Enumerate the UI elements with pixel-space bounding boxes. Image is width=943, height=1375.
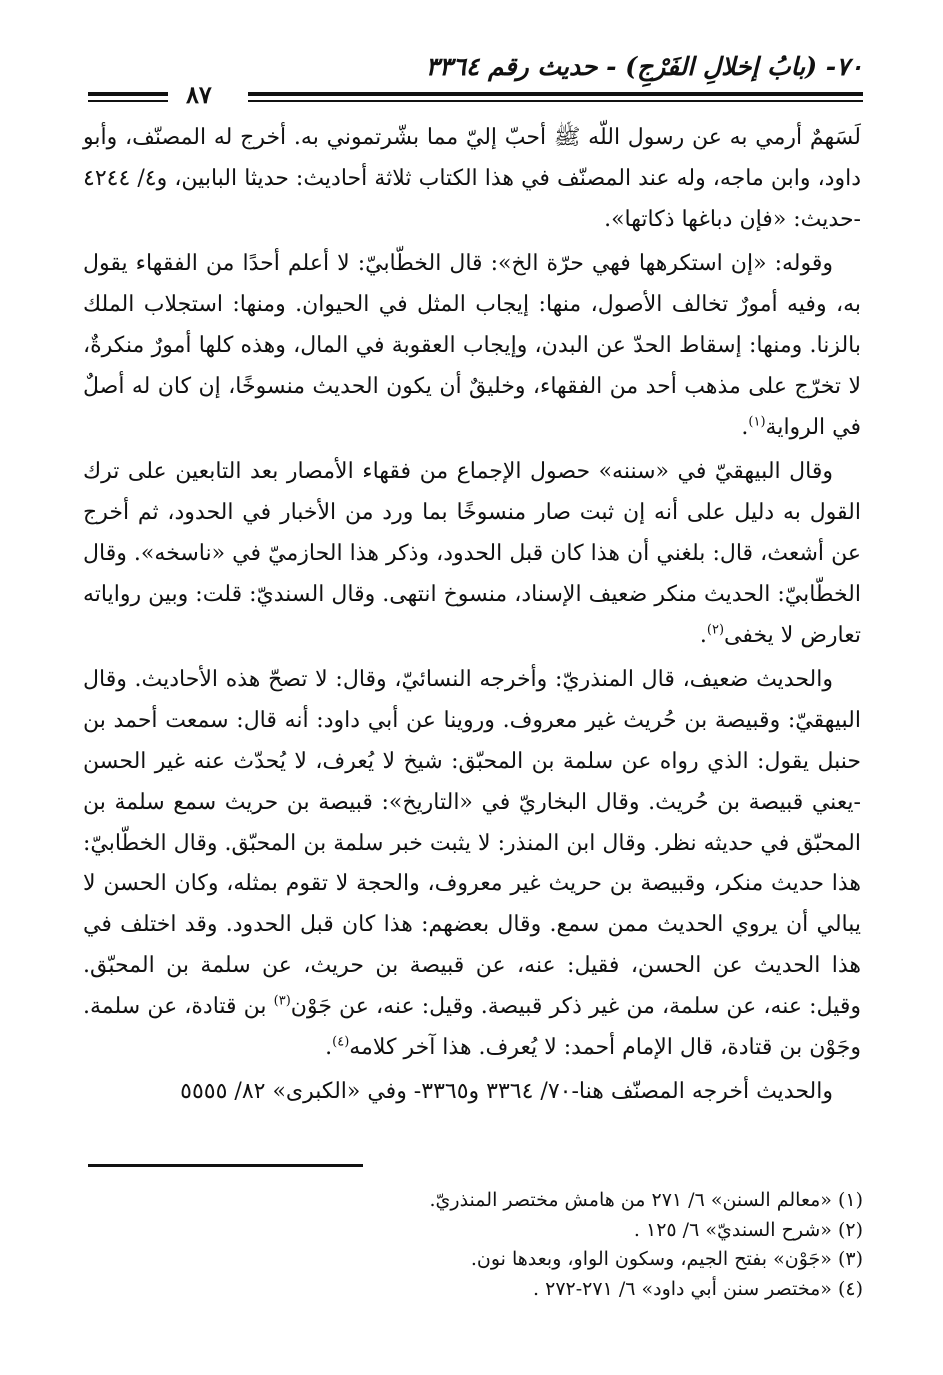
footnote: (٢) «شرح السنديّ» ٦/ ١٢٥ . xyxy=(633,1218,863,1241)
footnote-ref[interactable]: (٣) xyxy=(273,993,291,1009)
paragraph: والحديث أخرجه المصنّف هنا-٧٠/ ٣٣٦٤ و٣٣٦٥- وفي «الكبرى» ٨٢/ ٥٥٥٥ xyxy=(180,1079,833,1105)
main-text xyxy=(83,118,861,1117)
header-rule-thick xyxy=(248,92,863,96)
paragraph: لَسَهمٌ أرمي به عن رسول اللّه ﷺ أحبّ إليّ مما بشّرتموني به. أخرج له المصنّف، وأبو داود، وابن ماجه، وله عند المصنّف في هذا الكتاب ثلاثة أحاديث: حديثا البابين، و٤/ ٤٢٤٤ -حديث: «فإن دباغها ذكاتها». xyxy=(83,125,862,232)
footnote: (٣) «جَوْن» بفتح الجيم، وسكون الواو، وبعدها نون. xyxy=(470,1248,863,1270)
footnotes xyxy=(83,1186,863,1304)
paragraph: وقال البيهقيّ في «سننه» حصول الإجماع من فقهاء الأمصار بعد التابعين على ترك القول به دليل على أنه إن ثبت صار منسوخًا بما ورد من الأخبار في الحدود، ثم أخرج عن أشعث، قال: بلغني أن هذا كان قبل الحدود، وذكر هذا الحازميّ في «ناسخه». وقال الخطّابيّ: الحديث منكر ضعيف الإسناد، منسوخ انتهى. وقال السنديّ: قلت: وبين رواياته تعارض لا يخفى$^{(٢)}$. xyxy=(83,459,861,648)
footnote: (٤) «مختصر سنن أبي داود» ٦/ ٢٧١-٢٧٢ . xyxy=(533,1277,863,1300)
footnote-ref[interactable]: (٢) xyxy=(706,622,725,638)
header-rule-thin xyxy=(248,100,863,102)
chapter-title: ٧٠- (بابُ إخلالِ الفَرْجِ) - حديث رقم ٣٣٦٤ xyxy=(425,52,863,81)
footnote: (١) «معالم السنن» ٦/ ٢٧١ من هامش مختصر المنذريّ. xyxy=(429,1189,863,1211)
footnote-ref[interactable]: (٤) xyxy=(332,1034,350,1050)
paragraph: وقوله: «إن استكرهها فهي حرّة الخ»: قال الخطّابيّ: لا أعلم أحدًا من الفقهاء يقول به، وفيه أمورٌ تخالف الأصول، منها: إيجاب المثل في الحيوان. ومنها: استجلاب الملك بالزنا. ومنها: إسقاط الحدّ عن البدن، وإيجاب العقوبة في المال، وهذه كلها أمورٌ منكرةٌ، لا تخرّج على مذهب أحد من الفقهاء، وخليقٌ أن يكون الحديث منسوخًا، إن كان له أصلٌ في الرواية$^{(١)}$. xyxy=(83,251,861,440)
header-rule-thick xyxy=(88,92,168,96)
running-header xyxy=(88,44,863,114)
header-rule-thin xyxy=(88,100,168,102)
page-number: ٨٧ xyxy=(186,80,212,109)
footnote-separator xyxy=(88,1164,363,1167)
footnote-ref[interactable]: (١) xyxy=(748,414,766,430)
paragraph: والحديث ضعيف، قال المنذريّ: وأخرجه النسائيّ، وقال: لا تصحّ هذه الأحاديث. وقال البيهقيّ: وقبيصة بن حُريث غير معروف. وروينا عن أبي داود: أنه قال: سمعت أحمد بن حنبل يقول: الذي رواه عن سلمة بن المحبّق: شيخ لا يُعرف، لا يُحدّث عنه غير الحسن -يعني قبيصة بن حُريث. وقال البخاريّ في «التاريخ»: قبيصة بن حريث سمع سلمة بن المحبّق في حديثه نظر. وقال ابن المنذر: لا يثبت خبر سلمة بن المحبّق. وقال الخطّابيّ: هذا حديث منكر، وقبيصة بن حريث غير معروف، والحجة لا تقوم بمثله، وكان الحسن لا يبالي أن يروي الحديث ممن سمع. وقال بعضهم: هذا كان قبل الحدود. وقد اختلف في هذا الحديث عن الحسن، فقيل: عنه، عن قبيصة بن حريث، عن سلمة بن المحبّق. وقيل: عنه، عن سلمة، من غير ذكر قبيصة. وقيل: عنه، عن جَوْن$^{(٣)}$ بن قتادة، عن سلمة. وجَوْن بن قتادة، قال الإمام أحمد: لا يُعرف. هذا آخر كلامه$^{(٤)}$. xyxy=(83,667,861,1060)
